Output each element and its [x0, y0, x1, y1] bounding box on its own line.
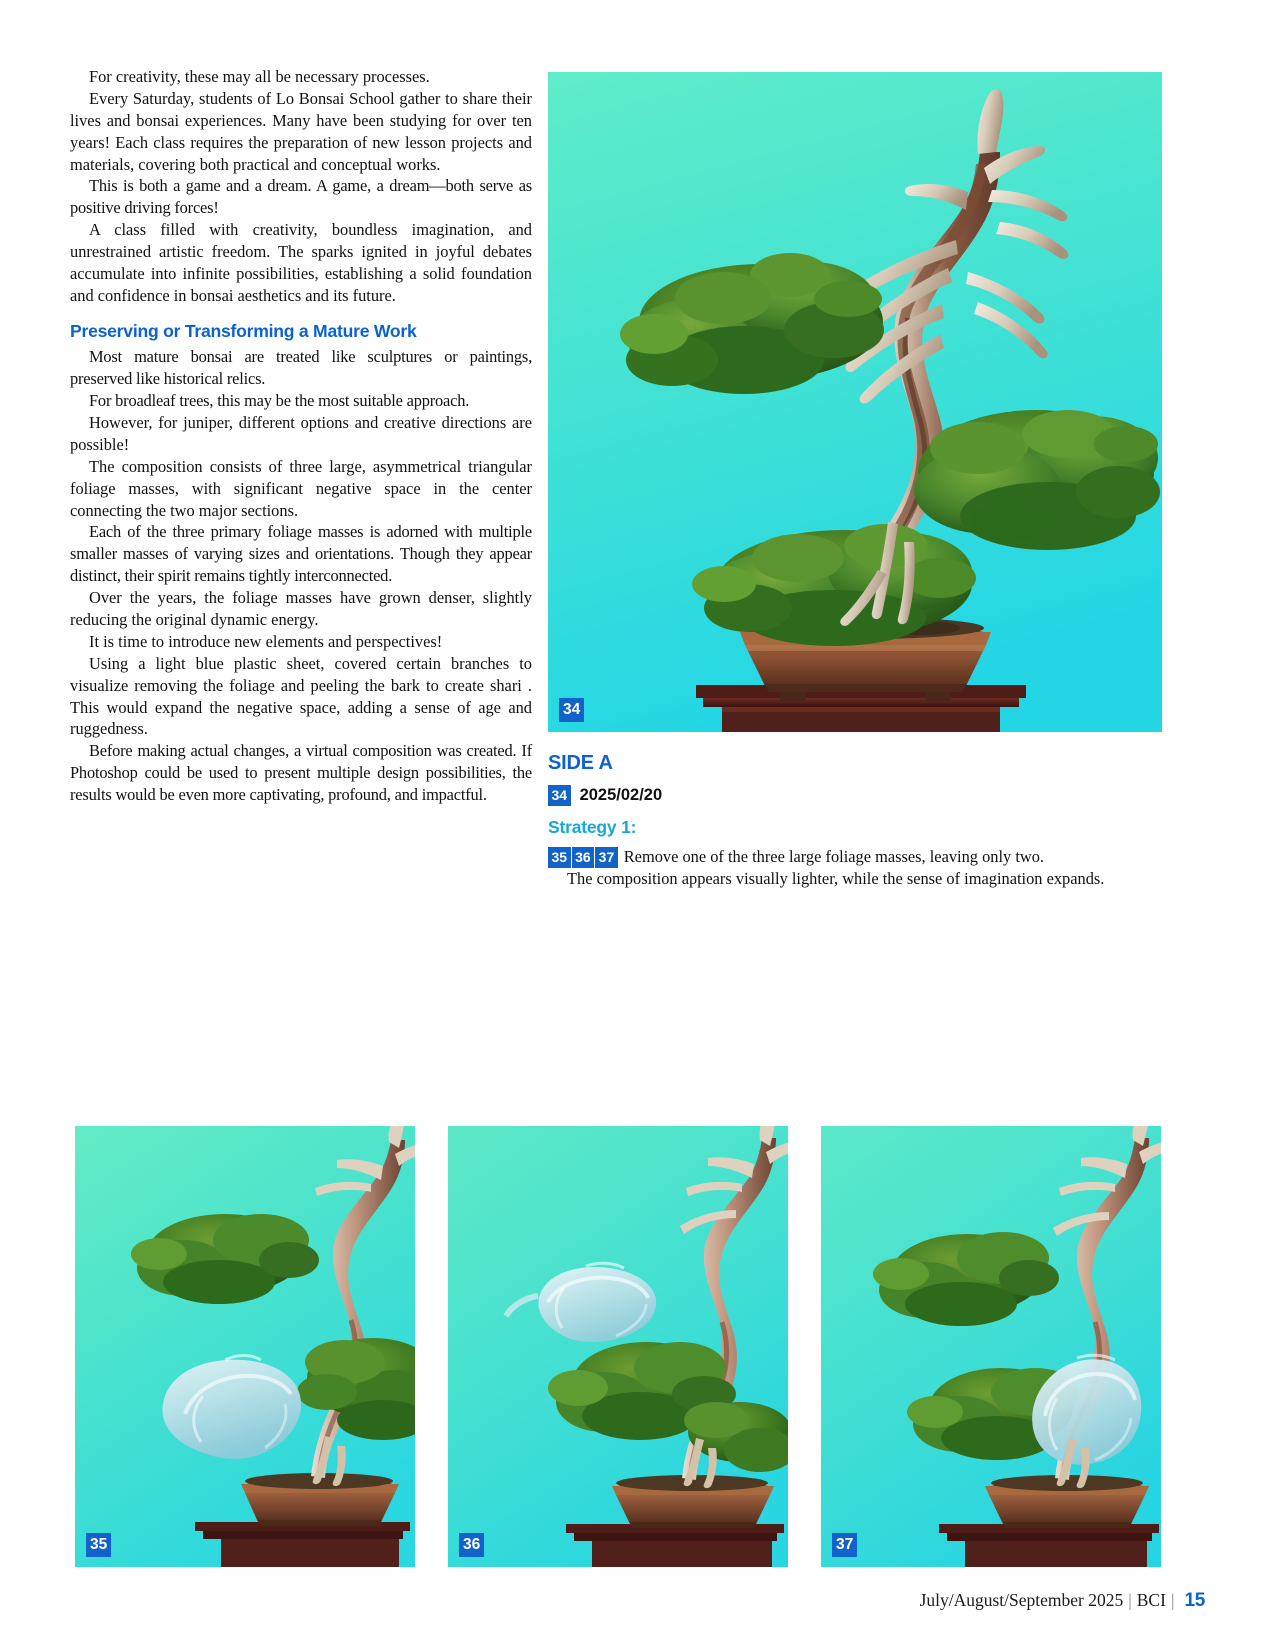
bonsai-photo-37 [821, 1126, 1161, 1567]
figure-36 [448, 1126, 788, 1567]
date-value: 2025/02/20 [579, 786, 663, 804]
paragraph: For creativity, these may all be necessary processes. [89, 67, 430, 86]
display-stand [696, 685, 1026, 732]
issue-date: July/August/September 2025 [919, 1590, 1124, 1610]
figure-number-badge: 35 [86, 1533, 111, 1558]
figure-number-badge: 37 [832, 1533, 857, 1558]
paragraph: Using a light blue plastic sheet, covered certain branches to visualize removing the foliage and peeling the bark to create shari . This would expand the negative space, adding a sense of age and ruggedness. [70, 653, 532, 739]
figure-badge-35: 35 [548, 847, 571, 868]
paragraph: The composition consists of three large, asymmetrical triangular foliage masses, with significant negative space in the center connecting the two major sections. [70, 456, 532, 520]
page-footer [920, 1590, 1205, 1612]
figure-badge-37: 37 [595, 847, 618, 868]
paragraph: A class filled with creativity, boundless imagination, and unrestrained artistic freedom. The sparks ignited in joyful debates accumulate into infinite possibilities, establishing a solid foundation and confidence in bonsai aesthetics and its future. [70, 220, 532, 305]
paragraph: Over the years, the foliage masses have grown denser, slightly reducing the original dynamic energy. [70, 588, 532, 629]
paragraph: Before making actual changes, a virtual composition was created. If Photoshop could be used to present multiple design possibilities, the results would be even more captivating, profound, and impactful. [70, 741, 532, 805]
bonsai-photo-35 [75, 1126, 415, 1567]
paragraph: For broadleaf trees, this may be the most suitable approach. [89, 391, 470, 411]
paragraph: However, for juniper, different options and creative directions are possible! [70, 412, 532, 454]
footer-separator-2: | [1170, 1590, 1175, 1610]
bonsai-photo-36 [448, 1126, 788, 1567]
strategy-text-line2: The composition appears visually lighter, while the sense of imagination expands. [567, 869, 1105, 888]
strategy-text: Remove one of the three large foliage masses, leaving only two. [623, 847, 1045, 866]
strategy-description [548, 846, 1162, 890]
figure-37 [821, 1126, 1161, 1567]
section-heading: Preserving or Transforming a Mature Work [70, 320, 417, 341]
figure-row-bottom [75, 1126, 1162, 1567]
strategy-figure-badges [548, 847, 619, 866]
footer-separator: | [1128, 1590, 1132, 1610]
caption-block [548, 752, 1162, 890]
paragraph: This is both a game and a dream. A game, a dream—both serve as positive driving forces! [70, 176, 532, 218]
article-text-column [70, 66, 532, 806]
date-row [548, 785, 1162, 806]
figure-34 [548, 72, 1162, 732]
figure-number-badge: 34 [559, 698, 584, 723]
figure-badge-36: 36 [572, 847, 595, 868]
figure-number-badge: 36 [459, 1533, 484, 1558]
page-number: 15 [1184, 1590, 1205, 1611]
bonsai-photo-main [548, 72, 1162, 732]
paragraph: Each of the three primary foliage masses is adorned with multiple smaller masses of varying sizes and orientations. Though they appear distinct, their spirit remains tightly interconnected. [70, 522, 532, 586]
publication-name: BCI [1136, 1590, 1166, 1610]
paragraph: Most mature bonsai are treated like sculptures or paintings, preserved like historical relics. [70, 347, 532, 389]
figure-35 [75, 1126, 415, 1567]
paragraph: Every Saturday, students of Lo Bonsai School gather to share their lives and bonsai experiences. Many have been studying for over ten years! Each class requires the preparation of new lesson projects and materials, covering both practical and conceptual works. [70, 88, 532, 174]
strategy-label: Strategy 1: [548, 817, 637, 837]
paragraph: It is time to introduce new elements and perspectives! [89, 631, 443, 651]
date-figure-badge: 34 [548, 785, 571, 806]
side-label: SIDE A [548, 752, 613, 774]
